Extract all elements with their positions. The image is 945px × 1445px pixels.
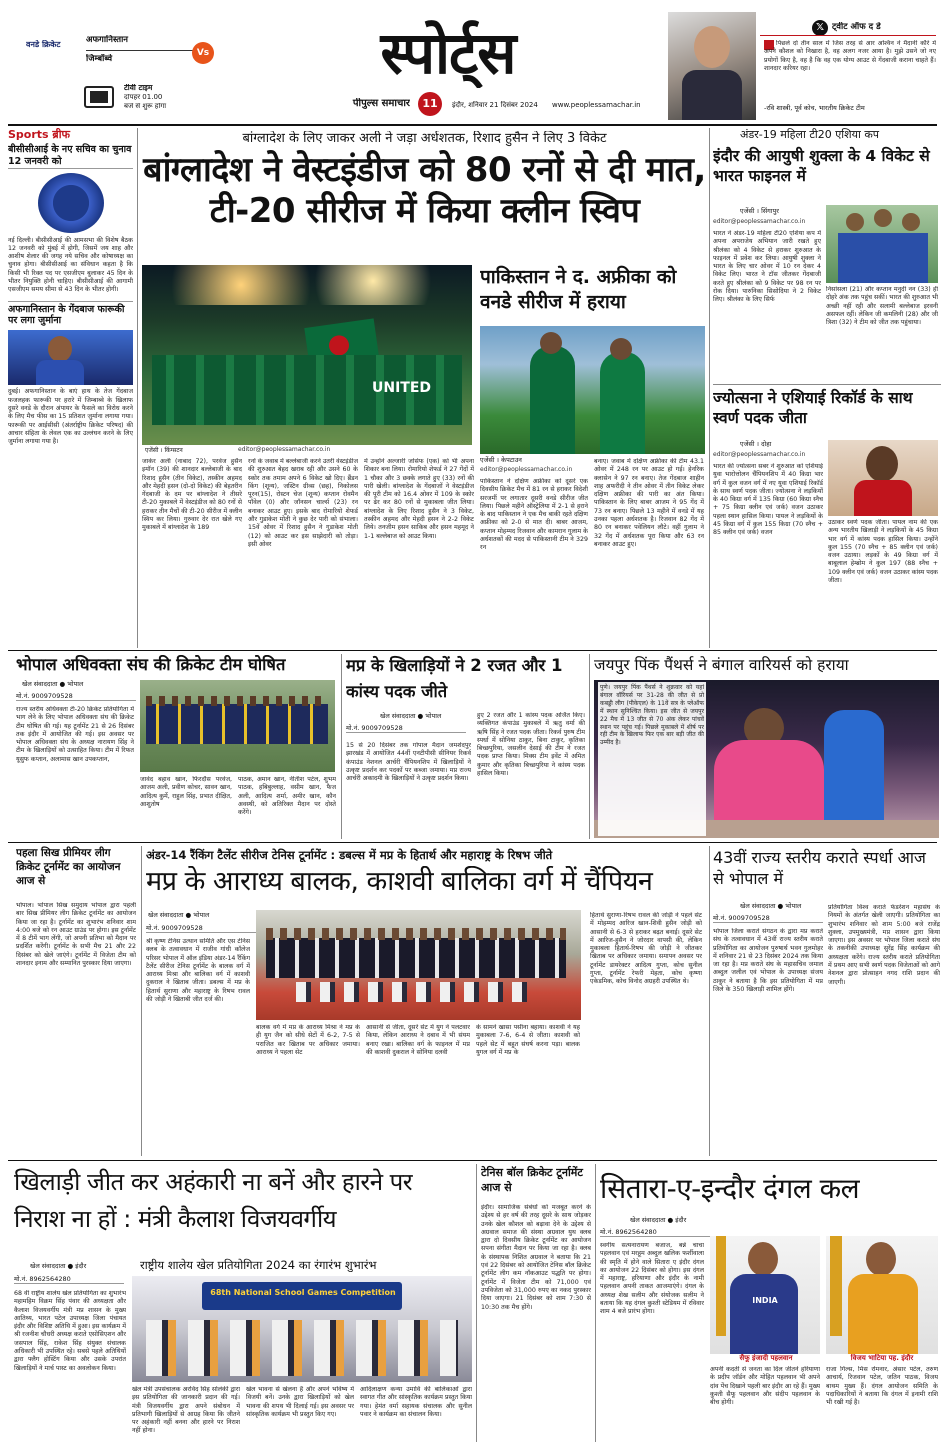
mp-headline: मप्र के खिलाड़ियों ने 2 रजत और 1 कांस्य पदक जीते — [346, 656, 563, 702]
jyotsna-photo — [828, 440, 938, 516]
tennis-col-4: के सामने खासा पसीना बहाया। काशवी ने यह मुकाबला 7-6, 6-4 से जीता। काशवी को पहले सेट में बहुत संघर्ष करना पड़ा। बालक युगल वर्ग में मप्र के — [476, 1024, 580, 1056]
tennis-col-3: आसानी से जीता, दूसरे सेट में युग ने पलटवार किया, लेकिन आराध्य ने दबाव में भी संयम बनाए रखा। बालिका वर्ग के फाइनल में मप्र की काशवी दुकराल ने सोनिया दलवी — [366, 1024, 470, 1056]
lead-email: editor@peoplessamachar.co.in — [238, 446, 331, 453]
dangal-body: स्वर्गीय सत्यनारायण बजाज, बन्ने चाचा पहलवान एवं मरहूम अब्दुल खलिक फर्शीवाला की स्मृति में होने वाले सितारा ए इंदौर दंगल का आयोजन 22 दिसंबर को होगा। इस दंगल में महाराष्ट्र, हरियाणा और इंदौर के नामी पहलवान अपनी ताकत आजमाएंगे। दंगल के अध्यक्ष शेख सलीम और संयोजक सलीम ने बताया कि यह दंगल कुश्ती स्टेडियम में रविवार शाम 4 बजे प्रारंभ होगा। — [600, 1242, 704, 1316]
sikh-headline: पहला सिख प्रीमियर लीग क्रिकेट टूर्नामेंट का आयोजन आज से — [16, 847, 121, 888]
wrestler-2-name: विजय भाटिया पह. इंदौर — [850, 1354, 914, 1362]
brief-tag: Sports ब्रीफ — [8, 128, 71, 141]
tv-time2: बजे से शुरू होगा — [124, 103, 167, 110]
minister-body-4: आदिलाक्षण कन्या उमावि की बालिकाओं द्वारा स्वागत गीत और सांस्कृतिक कार्यक्रम प्रस्तुत किया गया। हेमंत वर्मा सहायक संचालक और सुनील पवार ने कार्यक्रम का संचालन किया। — [360, 1386, 472, 1418]
dangal-body-3: राजा गिल्स, मिस रोमनार, अंसार पटेल, तरुण आचार्य, रिजवान पटेल, जतिन पाठक, विजय बाथम मुख्य हैं। दंगल आयोजन समिति के पदाधिकारियों ने बताया कि दंगल में इनामी राशि भी रखी गई है। — [826, 1366, 938, 1407]
minister-banner: 68th National School Games Competition — [210, 1288, 396, 1297]
u19-email: editor@peoplessamachar.co.in — [713, 218, 806, 225]
u19-kicker: अंडर-19 महिला टी20 एशिया कप — [740, 128, 880, 141]
tennis-col-2: बालक वर्ग में मप्र के आराध्य मिश्रा ने मप्र के ही युग जैन को सीधे सेटों में 6-2, 7-5 से पराजित कर खिताब पर अधिकार जमाया। आराध्य ने पहला सेट — [256, 1024, 360, 1056]
mp-mobile: मो.नं. 9009709528 — [346, 724, 466, 733]
tweet-text: पिछले दो तीन साल में जिस तरह से आर अश्विन ने मैदानी कौरे में अपने कौशल को निखारा है, वह अलग नजर आया है। मुझे उसने जो नए प्रयोगों किए है, वह है कि वह एक योग्य आउट से गेंदबाजी कराना चाहते हैं। शानदार करियर रहा। — [764, 40, 936, 72]
karate-body: भोपाल जिला कराते संगठन के द्वारा मप्र कराते संघ के तत्वावधान में 43वीं राज्य स्तरीय कराते प्रतियोगिता का आयोजन पुरुषार्थ भवन गुलमोहर में शनिवार 21 से 23 दिसंबर 2024 तक किया जा रहा है। मप्र कराते संघ के महासचिव जमाल अब्दुल जलील एवं भोपाल के उपाध्यक्ष संजय ठाकुर ने बताया है कि इस प्रतियोगिता में मप्र जिले के 350 खिलाड़ी शामिल होंगे। — [713, 928, 823, 994]
jaipur-caption: पुणे। जयपुर पिंक पैंथर्स ने शुक्रवार को यहां बंगाल वॉरियर्स पर 31-28 की जीत से प्रो कबड्डी लीग (पीकेएल) के 11वें सत्र के प्लेऑफ में स्थान सुनिश्चित किया। इस जीत से जयपुर 22 मैच में 13 जीत से 70 अंक लेकर पांचवें स्थान पर पहुंच गई। पिछले मुकाबले में शीर्ष पर रही टीम के खिलाफ फिर एक बार बड़ी जीत की उम्मीद है। — [598, 682, 706, 836]
u19-headline: इंदौर की आयुषी शुक्ला के 4 विकेट से भारत फाइनल में — [713, 147, 930, 186]
brief-headline: बीसीसीआई के नए सचिव का चुनाव 12 जनवरी को — [8, 143, 132, 167]
minister-mobile: मो.नं. 8962564280 — [14, 1275, 124, 1284]
bcci-logo-icon — [38, 173, 104, 233]
brief-body: नई दिल्ली। बीसीसीआई की आमसभा की विशेष बैठक 12 जनवरी को मुंबई में होगी, जिसमें जय शाह और आशीष शेलार की जगह नये सचिव और कोषाध्यक्ष का चुनाव होगा। बीसीसीआई का संविधान कहता है कि किसी भी रिक्त पद पर एसजीएम बुलाकर 45 दिन के भीतर नियुक्ति होनी चाहिए। बीसीसीआई की आगामी एसजीएम समय सीमा से 43 दिन के भीतर होगी। — [8, 236, 133, 294]
wrestler-1-photo — [710, 1236, 820, 1354]
pak-col-1: पाकिस्तान ने दक्षिण अफ्रीका को दूसरे एक दिवसीय क्रिकेट मैच में 81 रन से हराकर विदेशी सरजमीं पर लगातार दूसरी वनडे सीरीज जीत लिया। पिछले महीने ऑस्ट्रेलिया में 2-1 से हराने के बाद पाकिस्तान ने एक मैच बाकी रहते दक्षिण अफ्रीका को 2-0 से मात दी। बाबर आजम, कप्तान मोहम्मद रिजवान और कामरान गुलाम के अर्धशतकों की मदद से पाकिस्तानी टीम ने 329 रन — [480, 478, 588, 552]
tennis-kicker: अंडर-14 रैंकिंग टैलेंट सीरीज टेनिस टूर्नामेंट : डबल्स में मप्र के हितार्थ और महाराष्ट्र के रिषभ जीते — [146, 848, 553, 862]
photo-word: UNITED — [372, 380, 432, 396]
page-number: 11 — [418, 92, 442, 116]
mp-body-2: हुए 2 रजत और 1 कांस्य पदक अर्जित किए। व्यक्तिगत कंपाउंड मुकाबले में ऋतु वर्मा की ऋषि सिंह ने रजत पदक जीता। रिकर्व पुरुष टीम स्पर्धा में सोनिया ठाकुर, बिना टाकुर, कृतिका बिच्छपुरिया, जसलीन देसाई की टीम ने रजत पदक प्राप्त किया। मिक्स टीम इवेंट में अमित कुमार और कृतिका बिच्छपुरिया ने कांस्य पदक हासिल किया। — [477, 712, 585, 778]
lead-col-3: में उन्होंने अल्जारी जोसेफ (एक) को भी अपना शिकार बना लिया। रोमारियो शेफर्ड ने 27 गेंदों में 1 चौका और 3 छक्के लगाते हुए (33) रनों की पारी खेली। बांग्लादेश के गेंदबाजों ने वेस्टइंडीज की पूरी टीम को 16.4 ओवर में 109 के स्कोर पर ढेर कर 80 रनों से मुकाबला जीत लिया। बांग्लादेश के लिए रिशाद हुसैन ने 3 विकेट, तस्कीन अहमद और मेहदी हसन ने 2-2 विकेट लिये। तनजीम हसन साकिब और हसन महमूद ने 1-1 बल्लेबाज को आउट किया। — [364, 458, 474, 540]
minister-event-photo — [132, 1276, 472, 1382]
bhopal-headline: भोपाल अधिवक्ता संघ की क्रिकेट टीम घोषित — [16, 655, 286, 674]
lead-kicker: बांग्लादेश के लिए जाकर अली ने जड़ा अर्धशतक, रिशाद हुसैन ने लिए 3 विकेट — [242, 131, 607, 146]
bhopal-body: राज्य स्तरीय अधिवक्ता टी-20 क्रिकेट प्रतियोगिता में भाग लेने के लिए भोपाल अधिवक्ता संघ की क्रिकेट टीम घोषित की गई। यह टूर्नामेंट 21 से 26 दिसंबर तक इंदौर में आयोजित की गई। इस अवसर पर भोपाल अधिवक्ता संघ के अध्यक्ष नारायण सिंह ने टीम के खिलाड़ियों को उत्साहित किया। टीम में रिफत यूसुफ कप्तान, अलामास खान उपकप्तान, — [16, 706, 134, 763]
bhopal-mobile: मो.नं. 9009709528 — [16, 692, 136, 701]
minister-byline: खेल संवाददाता ● इंदौर — [30, 1262, 87, 1270]
dangal-headline: सितारा-ए-इन्दौर दंगल कल — [600, 1172, 860, 1205]
pak-headline: पाकिस्तान ने द. अफ्रीका को वनडे सीरीज में हराया — [480, 266, 677, 313]
minister-body: 68 वीं राष्ट्रीय शालेय खेल प्रतियोगिता का शुभारंभ महामहिम विक्रम सिंह पंवार की अध्यक्षता और कैलाश विजयवर्गीय मंत्री मप्र शासन के मुख्य आतिथ्य, भारत पटेल उपाध्यक्ष जिला पंचायत इंदौर और विशिष्ट अतिथि में हुआ। इस कार्यक्रम में श्री रजनीश चौधरी अध्यक्ष कराते एसोसिएशन और जसपाल सिंह, राकेश सिंह संयुक्त संचालक अधिकारी भी उपस्थित रहे। सबसे पहले अतिथियों द्वारा फ्लैग होस्टिंग किया और उसके उपरांत खिलाड़ियों ने मार्च पास्ट का अवलोकन किया। — [14, 1290, 126, 1372]
tennis-headline: मप्र के आराध्य बालक, काशवी बालिका वर्ग में चैंपियन — [146, 866, 653, 897]
karate-byline: खेल संवाददाता ● भोपाल — [740, 902, 802, 910]
tv-channel: टीवी टाइम — [124, 84, 153, 92]
brief-body-2: दुबई। अफगानिस्तान के बाएं हाथ के तेज गेंदबाज फजलहक फारूकी पर हरारे में जिम्बाब्वे के खिलाफ दूसरे वनडे के दौरान अंपायर के फैसले का विरोध करने के लिए मैच फीस का 15 प्रतिशत जुर्माना लगाया गया। फारूकी पर आईसीसी (अंतर्राष्ट्रीय क्रिकेट परिषद) की आचार संहिता के लेवल एक का उल्लंघन करने के लिए जुर्माना लगाया गया है। — [8, 388, 133, 446]
bhopal-body-3: पाठक, अमान खान, नीतीश पटेल, शुभम पाठक, हबिबुल्लाह, वसीम खान, फैज अली, आदित्य शर्मा, अमीर खान, कौन अवस्थी, को अतिरिक्त मैदान पर दोस्ते करेंगे। — [238, 776, 336, 817]
website: www.peoplessamachar.in — [552, 101, 641, 109]
karate-mobile: मो.नं. 9009709528 — [713, 914, 823, 923]
paper-name: पीपुल्स समाचार — [352, 98, 410, 109]
minister-body-3: खेल भावना से खेलना है और अपने भविष्य में विजयी बनें। उनके द्वारा खिलाड़ियों को खेल भावना की शपथ भी दिलाई गई। इस अवसर पर सांस्कृतिक कार्यक्रम भी प्रस्तुत किए गए। — [246, 1386, 354, 1418]
jyotsna-body: भारत की ज्योत्सना सबर ने शुरुआत को एशियाई युवा भारोत्तोलन चैंपियनशिप में 40 किग्रा भार वर्ग में कुल वजन वर्ग में नए युवा एशियाई रिकॉर्ड के साथ स्वर्ण पदक जीता। ज्योत्सना ने लड़कियों के 40 किग्रा वर्ग में 135 किग्रा (60 किग्रा स्नैच + 75 किग्रा क्लीन एवं जर्क) वजन उठाकर पहला स्थान हासिल किया। पायल ने लड़कियों के 45 किग्रा वर्ग में कुल 155 किग्रा (70 स्नैच + 85 क्लीन एवं जर्क) वजन — [713, 463, 823, 537]
tennis-mobile: मो.नं. 9009709528 — [146, 924, 256, 933]
team-b: जिम्बॉब्वे — [86, 54, 113, 64]
lead-col-1: जाकेर अली (नाबाद 72), परवेज हुसैन इमॉन (39) की शानदार बल्लेबाजी के बाद रिशाद हुसैन (तीन विकेट), तस्कीन अहमद और मेहदी हसन (दो-दो विकेट) की बेहतरीन गेंदबाजी के दम पर बांग्लादेश ने तीसरे टी-20 मुकाबले में वेस्टइंडीज को 80 रनों से हराकर तीन मैचों की टी-20 सीरीज में क्लीन स्विप कर लिया। गुरुवार देर रात खेले गए मुकाबले में बांग्लादेश के 189 — [142, 458, 242, 532]
tv-time: दोपहर 01.00 — [124, 94, 163, 101]
tbc-headline: टेनिस बॉल क्रिकेट टूर्नामेंट आज से — [481, 1166, 583, 1195]
dangal-mobile: मो.नं. 8962564280 — [600, 1228, 710, 1237]
brief-column — [8, 128, 133, 648]
pak-email: editor@peoplessamachar.co.in — [480, 466, 573, 473]
u19-body-2: निसांसला (21) और कप्तान मनुदी नन (33) ही दोहरे अंक तक पहुंच सकीं। भारत की शुरुआत भी अच्छी नहीं रही और सलामी बल्लेबाज इरवनी असफल रहीं। लेकिन जी कमलिनी (28) और जी त्रिशा (32) ने टीम को जीत तक पहुंचाया। — [826, 286, 938, 327]
sikh-body: भोपाल। भोपाल सिख समुदाय भोपाल द्वारा पहली बार सिख प्रीमियर लीग क्रिकेट टूर्नामेंट का आयोजन किया जा रहा है। टूर्नामेंट का शुभारंभ शनिवार शाम 4:00 बजे को रन आउट ग्राउंड पर होगा। इस टूर्नामेंट में 8 टीमें भाग लेंगी, जो अपनी प्रतिभा को मैदान पर प्रदर्शित करेंगी। टूर्नामेंट के सभी मैच 21 और 22 दिसंबर को खेले जाएंगे। टूर्नामेंट में विजेता टीम को शानदार इनाम और सम्मानित पुरस्कार दिया जाएगा। — [16, 902, 136, 968]
x-logo-icon: 𝕏 — [812, 20, 828, 36]
jyotsna-byline: एजेंसी । दोहा — [740, 440, 772, 448]
jaipur-headline: जयपुर पिंक पैंथर्स ने बंगाल वारियर्स को हराया — [594, 656, 849, 674]
odi-label: वनडे क्रिकेट — [26, 40, 61, 49]
u19-byline: एजेंसी । सिंगापुर — [740, 207, 779, 215]
tennis-col-1: श्री कृष्ण टेनिस उत्थान समिति और एस टेनिस क्लब के तत्वावधान में राजीव गांधी कॉलेज परिसर भोपाल में ऑल इंडिया अंडर-14 रैंकिंग टैलेंट सीरीज टेनिस टूर्नामेंट के बालक वर्ग में आराध्य मिश्रा और बालिका वर्ग में काशवी दुकराल ने खिताब जीता। डबल्स में मप्र के हितार्थ सुराणा और महाराष्ट्र के रिषभ रावल की जोड़ी ने खिताबी जीत दर्ज की। — [146, 938, 250, 1004]
minister-headline: खिलाड़ी जीत कर अहंकारी ना बनें और हारने पर निराश ना हों : मंत्री कैलाश विजयवर्गीय — [14, 1168, 413, 1234]
dangal-byline: खेल संवाददाता ● इंदौर — [630, 1216, 687, 1224]
dangal-body-2: अपनी कदती से जनता का दिल जीतने हरियाणा के प्रदीप जॉर्डन और मोहित पहलवान भी अपने दांव पेंच दिखाने पहली बार इंदौर आ रहे हैं। मुख्य कुश्ती सैफू पहलवान और संदीप पहलवान के बीच होगी। — [710, 1366, 820, 1407]
jersey-text: INDIA — [752, 1296, 778, 1305]
team-a: अफगानिस्तान — [86, 35, 196, 51]
lead-headline: बांग्लादेश ने वेस्टइंडीज को 80 रनों से दी मात, टी-20 सीरीज में किया क्लीन स्विप — [143, 150, 706, 231]
tweet-author: -रवि शास्त्री, पूर्व कोच, भारतीय क्रिकेट टीम — [764, 104, 865, 112]
ravi-shastri-photo — [668, 12, 756, 120]
minister-body-2: खेल मंत्री उपसंचालक अरविंद सिंह सोलंकी द्वारा इस प्रतियोगिता की जानकारी प्रदान की गई। मंत्री विजयवर्गीय द्वारा अपने संबोधन में प्रतिभागी खिलाड़ियों से आग्रह किया कि जीतने पर अहंकारी नहीं बनना और हारने पर निराश नहीं होना। — [132, 1386, 240, 1435]
lead-col-2: रनों के जवाब में बल्लेबाजी करने उतरी वेस्टइंडीज की शुरुआत बेहद खराब रही और उसने 60 के स्कोर तक तमाम अपने 6 विकेट खो दिए। ब्रैंडन किंग (शून्य), जस्टिन ग्रीव्स (छह), निकोलस पूरन(15), रोस्टन चेज (शून्य) कप्तान रोवमैन पॉवेल (0) और जॉनसन चार्ल्स (23) रन बनाकर आउट हुए। इसके बाद रोमारियो शेफर्ड और गुडाकेश मोती ने कुछ देर पारी को संभाला। 15वें ओवर में रिशाद हुसैन ने गुडाकेश मोती (12) को आउट कर इस साझेदारी को तोड़ा। इसी ओवर — [248, 458, 358, 548]
ayushi-photo — [826, 205, 938, 283]
mp-byline: खेल संवाददाता ● भोपाल — [380, 712, 442, 720]
wrestler-1-name: सैफू इंजादी पहलवान — [739, 1354, 793, 1362]
tennis-group-photo — [256, 910, 581, 1020]
dateline: इंदौर, शनिवार 21 दिसंबर 2024 — [452, 101, 538, 109]
masthead-title: स्पोर्ट्स — [380, 19, 516, 87]
tweet-label: ट्वीट ऑफ द डे — [832, 22, 881, 32]
wrestler-2-photo — [826, 1236, 938, 1354]
karate-headline: 43वीं राज्य स्तरीय कराते स्पर्धा आज से भोपाल में — [713, 848, 926, 888]
lead-team-photo — [142, 265, 472, 445]
jyotsna-body-2: उठाकर स्वर्ण पदक जीता। पायल नाम की एक अन्य भारतीय खिलाड़ी ने लड़कियों के 45 किग्रा भार वर्ग में कांस्य पदक हासिल किया। उन्होंने कुल 155 (70 स्नैच + 85 क्लीन एवं जर्क) वजन उठाया। लड़कों के 49 किग्रा वर्ग में बाबूलाल हेम्ब्रोम ने कुल 197 (88 स्नैच + 109 क्लीन एवं जर्क) वजन उठाकर कांस्य पदक जीता। — [828, 519, 938, 585]
farooqi-photo — [8, 330, 133, 385]
brief-headline-2: अफगानिस्तान के गेंदबाज फारूकी पर लगा जुर्माना — [8, 301, 133, 328]
lead-photo-caption: एजेंसी । किंग्सटन — [145, 447, 183, 454]
pak-players-photo — [480, 326, 705, 454]
masthead-area — [0, 0, 945, 125]
vs-badge: Vs — [192, 42, 214, 64]
jyotsna-headline: ज्योत्सना ने एशियाई रिकॉर्ड के साथ स्वर्ण पदक जीता — [713, 389, 913, 428]
tv-icon — [84, 86, 114, 108]
bhopal-team-photo — [140, 680, 335, 772]
u19-body: भारत ने अंडर-19 महिला टी20 एशिया कप में अपना अपराजेय अभियान जारी रखते हुए श्रीलंका को 4 विकेट से हराकर शुरुआत के फाइनल में प्रवेश कर लिया। आयुषी शुक्ला ने भारत के लिए चार ओवर में 10 रन देकर 4 विकेट लिए। भारत ने टॉस जीतकर गेंदबाजी करते हुए श्रीलंका को 9 विकेट पर 98 रन पर रोक दिया। पारुनिका सिसोदिया ने 2 विकेट लिए। श्रीलंका के लिए सिर्फ — [713, 230, 821, 304]
karate-body-2: प्रतियोगिता विश्व कराते फेडरेशन महासंघ के नियमों के अंतर्गत खेली जाएगी। प्रतियोगिता का शुभारंभ शनिवार को शाम 5:00 बजे राजेंद्र शुक्ला, उपमुख्यमंत्री, मप्र शासन द्वारा किया जाएगा। इस अवसर पर भोपाल जिला कराते संघ के तकनीकी उपाध्यक्ष सुरेंद्र सिंह कार्यक्रम की अध्यक्षता करेंगे। राज्य स्तरीय कराते प्रतियोगिता में प्रथम आए सभी स्वर्ण पदक विजेताओं को आगे नेशनल द्वारा प्रोत्साहन नगद राशि प्रदान की जाएगी। — [828, 904, 940, 986]
mp-body: 15 से 20 दिसंबर तक गोपाल मैदान जमशेदपुर झारखंड में आयोजित 44वीं एनटीपीसी सीनियर रिकर्व कंपाउंड नेशनल आर्चरी चैंपियनशिप में खिलाड़ियों ने उत्कृष्ट प्रदर्शन कर पदकों पर कब्जा जमाया। मप्र राज्य आर्चरी अकादमी के खिलाड़ियों ने उत्कृष्ट प्रदर्शन किया। — [346, 742, 471, 783]
tbc-body: इंदौर। सामाजिक संबंधों को मजबूत करने के उद्देश्य से हर वर्ष की तरह दूसरे के साथ जोड़कर उनके खेल कौशल को बढ़ावा देने के उद्देश्य से अग्रवाल समाज की संस्था अग्रवाल युथ क्लब द्वारा दो दिवसीय क्रिकेट टूर्नामेंट का आयोजन सपना संगीता मैदान पर किया जा रहा है। क्लब के संस्थापक निशित अग्रवाल ने बताया कि 21 एवं 22 दिसंबर को आयोजित टेनिस बॉल क्रिकेट टूर्नामेंट लीग कम नॉकआउट पद्धति पर होगा। टूर्नामेंट में विजेता टीम को 71,000 एवं उपविजेता को 31,000 रुपए का नकद पुरस्कार दिया जाएगा। 21 दिसंबर को शाम 7:30 से 10:30 तक मैच होंगे। — [481, 1204, 591, 1311]
pak-col-2: बनाए। जवाब में दक्षिण अफ्रीका की टीम 43.1 ओवर में 248 रन पर आउट हो गई। हेनरिक क्लासेन ने 97 रन बनाए। तेज गेंदबाज शाहीन शाह अफरीदी ने तीन ओवर में तीन विकेट लेकर दक्षिण अफ्रीका की पारी का अंत किया। पाकिस्तान के लिए बाबर आजम ने 95 गेंद में 73 रन बनाए। पिछले 13 महीने में वनडे में यह उनका पहला अर्धशतक है। रिजवान 82 गेंद में 80 रन बनाकर पवेलियन लौटे। वहीं गुलाम ने 32 गेंद में अर्धशतक पूरा किया और 63 रन बनाकर आउट हुए। — [594, 458, 704, 548]
bhopal-byline: खेल संवाददाता ● भोपाल — [22, 680, 84, 688]
bhopal-body-2: जावेद बहाव खान, फिरदौस परवेज, आजम अली, प्रवीण कोचर, सावन खान, आदित्य कुर्मे, राहुल सिंह, प्रभात दीक्षित, आशुतोष — [140, 776, 232, 808]
tennis-byline: खेल संवाददाता ● भोपाल — [148, 911, 210, 919]
jyotsna-email: editor@peoplessamachar.co.in — [713, 451, 806, 458]
minister-kicker: राष्ट्रीय शालेय खेल प्रतियोगिता 2024 का रंगारंभ शुभारंभ — [140, 1258, 377, 1272]
tennis-col-5: हितार्थ सुराणा-रिषभ रावल की जोड़ी ने पहले सेट में मोहम्मद आरिज खान-शिवी हुसैन जोड़ी को आसानी से 6-3 से हराकर बढ़त बनाई। दूसरे सेट में आरिज-हुसैन ने जोरदार वापसी की, लेकिन मुकाबला हितार्थ-रिषभ की जोड़ी ने जीतकर खिताब पर अधिकार जमाया। समापन अवसर पर टूर्नामेंट डायरेक्टर आदित्य गुप्ता, कोच सुनील गुप्ता, टूर्नामेंट रेफरी मेहता, कोच कृष्णा एकेडमिक, कोच विनोद अग्रहरी उपस्थित थे। — [590, 912, 702, 986]
pak-caption: एजेंसी । केपटाउन — [480, 456, 522, 464]
